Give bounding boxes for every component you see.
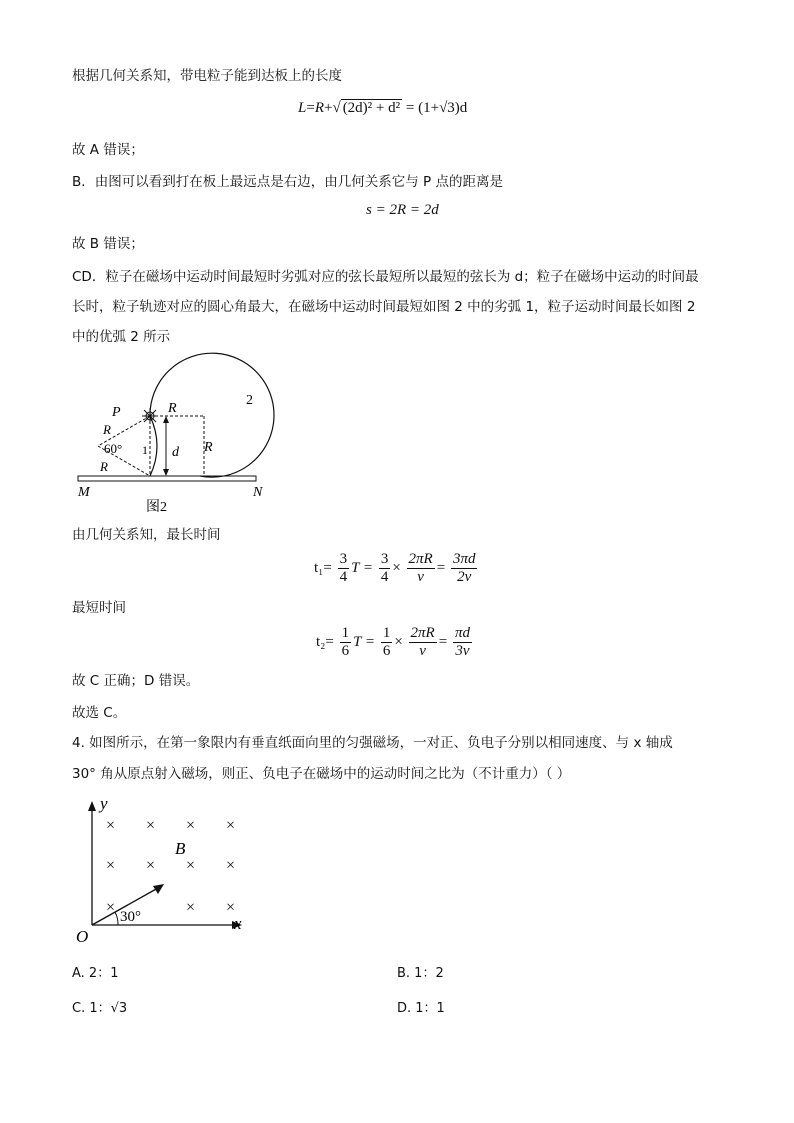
field-cross: ×: [106, 817, 116, 834]
source-star-icon: [142, 408, 158, 424]
c-correct-text: 故 C 正确；D 错误。: [72, 673, 200, 689]
plate-MN: [78, 476, 256, 481]
equation-t1: t₁= $\frac{3}{4}$ T = $\frac{3}{4}$ × $\frac{2\pi R}{v}$ = $\frac{3\pi d}{2v}$: [314, 551, 476, 585]
label-d: d: [172, 445, 179, 460]
field-B-label: B: [175, 839, 186, 858]
angle-30-label: 30°: [120, 909, 141, 925]
figure-2-caption: 图2: [146, 500, 167, 515]
option-b[interactable]: B. 1：2: [397, 966, 444, 981]
field-cross: ×: [226, 857, 236, 874]
option-c[interactable]: C. 1：√3: [72, 1001, 128, 1016]
magnetic-field-crosses: [106, 817, 235, 916]
longest-time-intro: 由几何关系知，最长时间: [72, 527, 221, 543]
equation-s: s = 2R = 2d: [366, 202, 439, 218]
field-cross: ×: [186, 857, 196, 874]
question-4-figure: [70, 795, 255, 945]
axis-y-label: y: [100, 795, 108, 813]
origin-label: O: [76, 927, 89, 945]
label-R-right: R: [204, 440, 213, 455]
label-R-left-1: R: [103, 422, 111, 437]
b-wrong-text: 故 B 错误；: [72, 236, 144, 252]
label-P: P: [112, 405, 121, 420]
label-arc-1: 1: [142, 443, 148, 457]
option-a[interactable]: A. 2：1: [72, 966, 119, 981]
equation-t2: t₂= $\frac{1}{6}$ T = $\frac{1}{6}$ × $\frac{2\pi R}{v}$ = $\frac{\pi d}{3v}$: [316, 625, 470, 659]
question-4-line-2: 30° 角从原点射入磁场，则正、负电子在磁场中的运动时间之比为（不计重力）（ ）: [72, 766, 571, 782]
figure-2: [70, 350, 280, 520]
option-d[interactable]: D. 1：1: [397, 1001, 445, 1016]
field-cross: ×: [146, 817, 156, 834]
a-wrong-text: 故 A 错误；: [72, 142, 144, 158]
axis-x-label: x: [234, 914, 242, 933]
label-R-top: R: [168, 401, 177, 416]
field-cross: ×: [226, 817, 236, 834]
field-cross: ×: [106, 899, 116, 916]
minor-arc-1: [150, 416, 157, 476]
label-angle-60: 60°: [104, 441, 123, 456]
b-explanation: B．由图可以看到打在板上最远点是右边，由几何关系它与 P 点的距离是: [72, 174, 503, 190]
field-cross: ×: [146, 857, 156, 874]
field-cross: ×: [186, 899, 196, 916]
field-cross: ×: [186, 817, 196, 834]
answer-choice: 故选 C。: [72, 705, 127, 721]
cd-line-3: 中的优弧 2 所示: [72, 329, 171, 345]
solution-intro: 根据几何关系知，带电粒子能到达板上的长度: [72, 68, 342, 84]
label-arc-2: 2: [246, 393, 253, 408]
label-N: N: [253, 485, 263, 500]
cd-line-1: CD．粒子在磁场中运动时间最短时劣弧对应的弦长最短所以最短的弦长为 d；粒子在磁场中运动的时间最: [72, 269, 699, 285]
field-cross: ×: [106, 857, 116, 874]
label-M: M: [78, 485, 90, 500]
label-R-left-2: R: [100, 459, 108, 474]
shortest-time-intro: 最短时间: [72, 600, 126, 616]
equation-L: L=R+√ (2d)² + d² = (1+√3)d: [298, 100, 468, 116]
cd-line-2: 长时，粒子轨迹对应的圆心角最大，在磁场中运动时间最短如图 2 中的劣弧 1，粒子运动时间最长如图 2: [72, 299, 696, 315]
field-cross: ×: [226, 899, 236, 916]
question-4-line-1: 4. 如图所示，在第一象限内有垂直纸面向里的匀强磁场，一对正、负电子分别以相同速度、与 x 轴成: [72, 735, 673, 751]
